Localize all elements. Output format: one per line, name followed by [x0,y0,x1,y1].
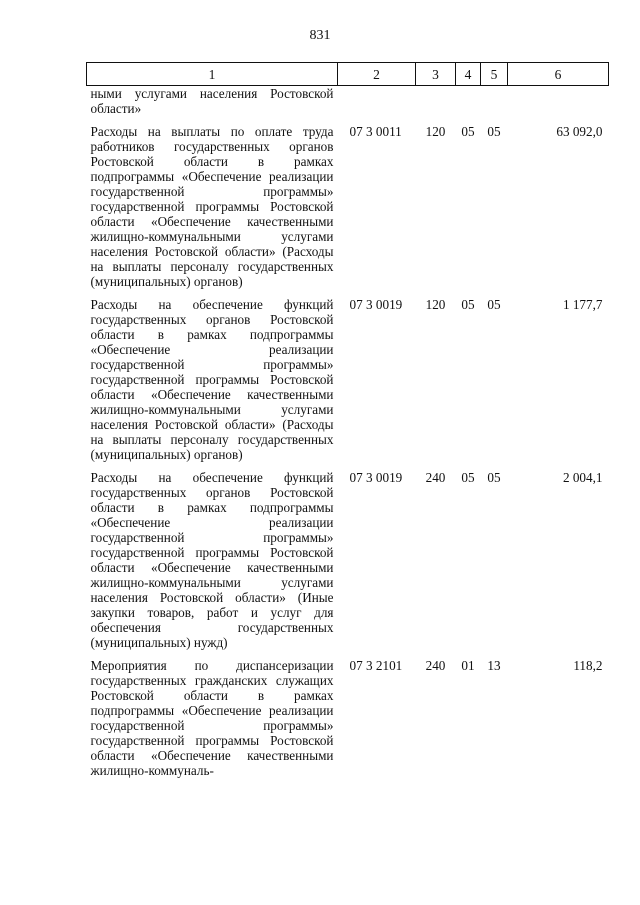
row-sum: 1 177,7 [562,297,603,312]
row-sum: 118,2 [573,658,603,673]
row-vr: 120 [425,297,446,312]
budget-table [86,62,609,786]
row-vr: 120 [425,124,446,139]
row-vr: 240 [425,470,446,485]
row-vr: 240 [425,658,446,673]
header-col-2: 2 [338,63,416,86]
row-pr: 13 [487,658,501,673]
table-header [87,63,609,86]
header-col-6: 6 [508,63,609,86]
header-col-3: 3 [416,63,456,86]
row-pr: 05 [487,470,501,485]
row-code: 07 3 0019 [349,470,403,485]
table-row [87,470,609,658]
continuation-row [87,86,609,125]
row-name: Мероприятия по диспансеризации государственных гражданских служащих Ростовской области в рамках подпрограммы «Обеспечение реализации государственной программы» государственной программы Ростовской области «Обеспечение качественными жилищно-коммуналь- [90,658,334,778]
row-code: 07 3 0011 [349,124,402,139]
row-rz: 05 [461,297,475,312]
row-rz: 05 [461,470,475,485]
table-row [87,297,609,470]
row-rz: 05 [461,124,475,139]
row-rz: 01 [461,658,475,673]
row-sum: 2 004,1 [562,470,603,485]
row-name: Расходы на выплаты по оплате труда работников государственных органов Ростовской области в рамках подпрограммы «Обеспечение реализации государственной программы» государственной программы Ростовской области «Обеспечение качественными жилищно-коммунальными услугами населения Ростовской области» (Расходы на выплаты персоналу государственных (муниципальных) органов) [90,124,334,289]
row-pr: 05 [487,124,501,139]
row-name: Расходы на обеспечение функций государственных органов Ростовской области в рамках подпрограммы «Обеспечение реализации государственной программы» государственной программы Ростовской области «Обеспечение качественными жилищно-коммунальными услугами населения Ростовской области» (Иные закупки товаров, работ и услуг для обеспечения государственных (муниципальных) нужд) [90,470,334,650]
table-row [87,124,609,297]
header-col-1: 1 [87,63,338,86]
row-code: 07 3 0019 [349,297,403,312]
row-name: Расходы на обеспечение функций государственных органов Ростовской области в рамках подпрограммы «Обеспечение реализации государственной программы» государственной программы Ростовской области «Обеспечение качественными жилищно-коммунальными услугами населения Ростовской области» (Расходы на выплаты персоналу государственных (муниципальных) органов) [90,297,334,462]
row-pr: 05 [487,297,501,312]
row-code: 07 3 2101 [349,658,403,673]
table-row [87,658,609,786]
page-number: 831 [309,28,331,43]
row-sum: 63 092,0 [556,124,603,139]
header-col-4: 4 [456,63,481,86]
continuation-text: ными услугами населения Ростовской области» [90,86,334,116]
header-col-5: 5 [481,63,508,86]
